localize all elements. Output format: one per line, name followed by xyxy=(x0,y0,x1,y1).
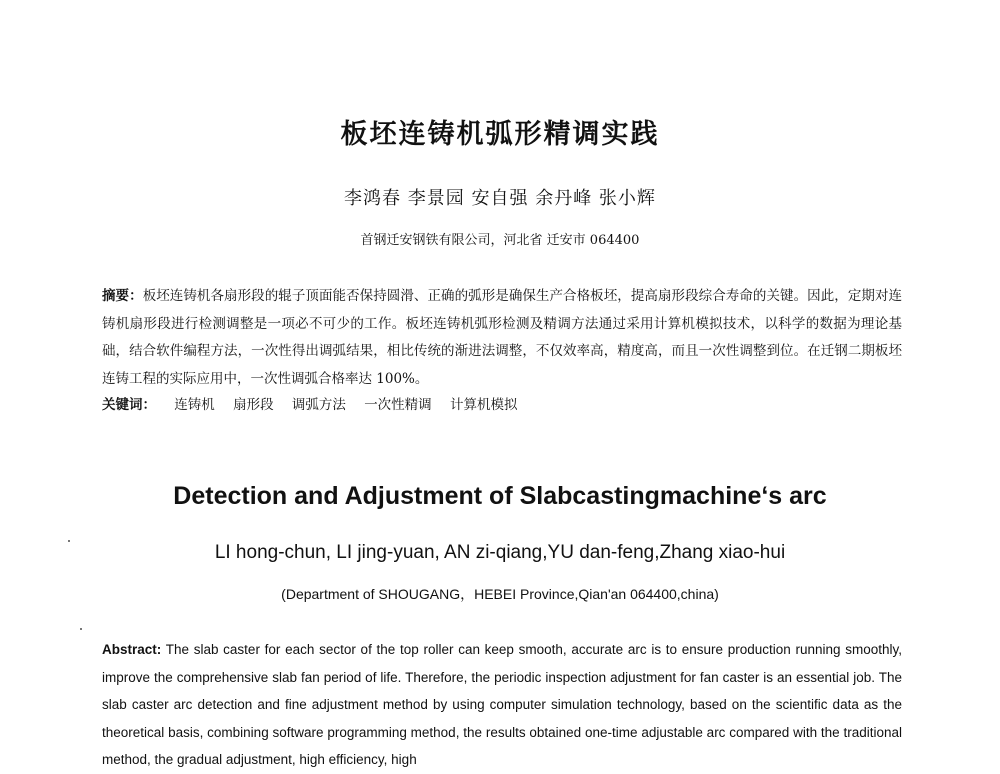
cn-keyword: 调弧方法 xyxy=(291,397,346,413)
scan-speck xyxy=(80,628,82,630)
cn-keywords xyxy=(102,393,902,413)
cn-authors: 李鸿春 李景园 安自强 余丹峰 张小辉 xyxy=(344,188,656,209)
cn-keywords-label: 关键词： xyxy=(102,397,156,413)
cn-abstract-text: 板坯连铸机各扇形段的辊子顶面能否保持圆滑、正确的弧形是确保生产合格板坯，提高扇形段综合寿命的关键。因此，定期对连铸机扇形段进行检测调整是一项必不可少的工作。板坯连铸机弧形检测及精调方法通过采用计算机模拟技术，以科学的数据为理论基础，结合软件编程方法，一次性得出调弧结果，相比传统的渐进法调整，不仅效率高，精度高，而且一次性调整到位。在迁钢二期板坯连铸工程的实际应用中，一次性调弧合格率达 100%。 xyxy=(102,288,903,387)
en-affiliation: (Department of SHOUGANG，HEBEI Province,Qian'an 064400,china) xyxy=(281,586,719,602)
en-authors: LI hong-chun, LI jing-yuan, AN zi-qiang,YU dan-feng,Zhang xiao-hui xyxy=(214,542,786,563)
scan-speck xyxy=(68,540,70,542)
cn-affiliation: 首钢迁安钢铁有限公司，河北省 迁安市 064400 xyxy=(360,233,640,248)
en-title: Detection and Adjustment of Slabcastingmachine‘s arc xyxy=(173,482,827,510)
cn-abstract xyxy=(102,283,902,393)
cn-keyword: 扇形段 xyxy=(233,397,274,413)
cn-keyword: 一次性精调 xyxy=(364,397,432,413)
cn-keyword: 连铸机 xyxy=(174,397,215,413)
en-abstract xyxy=(102,636,902,774)
cn-keyword: 计算机模拟 xyxy=(449,397,518,413)
cn-title: 板坯连铸机弧形精调实践 xyxy=(340,119,660,150)
cn-abstract-label: 摘要： xyxy=(102,288,143,304)
en-abstract-text: The slab caster for each sector of the top roller can keep smooth, accurate arc is to ensure production running smoothly, improve the comprehensive slab fan period of life. Therefore, the periodic inspection adjustment for fan caster is an essential job. The slab caster arc detection and fine adjustment method by using computer simulation technology, based on the scientific data as the theoretical basis, combining software programming method, the results obtained one-time adjustable arc compared with the traditional method, the gradual adjustment, high efficiency, high xyxy=(102,642,902,767)
en-abstract-label: Abstract: xyxy=(102,642,162,657)
